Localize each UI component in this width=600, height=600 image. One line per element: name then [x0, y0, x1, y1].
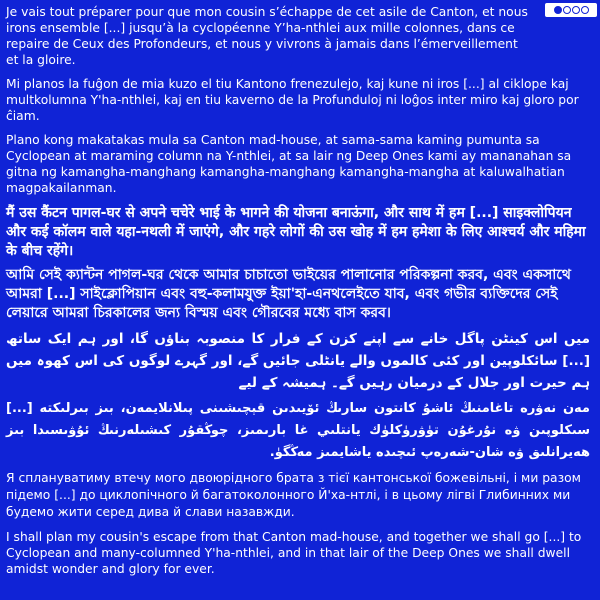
slide-dot-3[interactable]	[572, 6, 580, 14]
slide-dot-1[interactable]	[554, 6, 562, 14]
slide-indicator[interactable]	[545, 3, 597, 17]
paragraph-english: I shall plan my cousin's escape from that Canton mad-house, and together we shall go [...] to Cyclopean and many-columned Y'ha-nthlei, and in that lair of the Deep Ones we shall dwell amidst wonder and glory for ever.	[6, 530, 582, 576]
paragraph-esperanto: Mi planos la fuĝon de mia kuzo el tiu Kantono frenezulejo, kaj kune ni iros [...] al ciklope kaj multkolumna Y'ha-nthlei, kaj en tiu kaverno de la Profunduloj ni loĝos inter miro kaj gloro por ĉiam.	[6, 77, 579, 123]
slide-dot-2[interactable]	[563, 6, 571, 14]
slide-dot-4[interactable]	[581, 6, 589, 14]
paragraph-uyghur: مەن نەۋرە تاغامنىڭ ئاشۇ كانتون سارىڭ ئۆيىدىن قېچىشىنى پىلانلايمەن، بىز بىرلىكتە [...] سىكلوپىن ۋە نۇرغۇن تۈۋرۈكلۈك يانتلىي غا بارىمىز، چوڭقۇر كىشىلەرنىڭ ئۇۋىسىدا بىز ھەيرانلىق ۋە شان-شەرەپ ئىچىدە ياشايمىز مەڭگۈ.	[6, 401, 590, 460]
paragraph-bengali: আমি সেই ক্যান্টন পাগল-ঘর থেকে আমার চাচাতো ভাইয়ের পালানোর পরিকল্পনা করব, এবং একসাথে আমরা [...] সাইক্লোপিয়ান এবং বহু-কলামযুক্ত ইয়া'হা-এনথলেইতে যাব, এবং গভীর ব্যক্তিদের সেই লেয়ারে আমরা চিরকালের জন্য বিস্ময় এবং গৌরবের মধ্যে বাস করব।	[6, 267, 571, 321]
paragraph-french: Je vais tout préparer pour que mon cousin s’échappe de cet asile de Canton, et nous irons ensemble [...] jusqu’à la cyclopéenne Y’ha-nthlei aux mille colonnes, dans ce repaire de Ceux des Profondeurs, et nous y vivrons à jamais dans l’émerveillement et la gloire.	[6, 5, 528, 67]
paragraph-ukrainian: Я сплануватиму втечу мого двоюрідного брата з тієї кантонської божевільні, і ми разом підемо [...] до циклопічного й багатоколонного Й'ха-нтлі, і в цьому лігві Глибинних ми будемо жити серед дива й слави назавжди.	[6, 471, 581, 519]
paragraph-urdu: میں اس کینٹن پاگل خانے سے اپنے کزن کے فرار کا منصوبہ بناؤں گا، اور ہم ایک ساتھ [...] سائکلوپین اور کئی کالموں والے یانٹلی جائیں گے، اور گہرے لوگوں کی اس کھوہ میں ہم حیرت اور جلال کے درمیان رہیں گے۔ ہمیشہ کے لیے	[6, 331, 590, 391]
paragraph-hindi: मैं उस कैंटन पागल-घर से अपने चचेरे भाई के भागने की योजना बनाऊंगा, और साथ में हम [...] साइक्लोपियन और कई कॉलम वाले यहा-नथली में जाएंगे, और गहरे लोगों की उस खोह में हम हमेशा के लिए आश्चर्य और महिमा के बीच रहेंगे।	[6, 205, 586, 259]
paragraph-tagalog: Plano kong makatakas mula sa Canton mad-house, at sama-sama kaming pumunta sa Cyclopean at maraming column na Y-nthlei, at sa lair ng Deep Ones kami ay mananahan sa gitna ng kamangha-manghang kamangha-manghang kamangha-mangha at kaluwalhatian magpakailanman.	[6, 133, 572, 195]
